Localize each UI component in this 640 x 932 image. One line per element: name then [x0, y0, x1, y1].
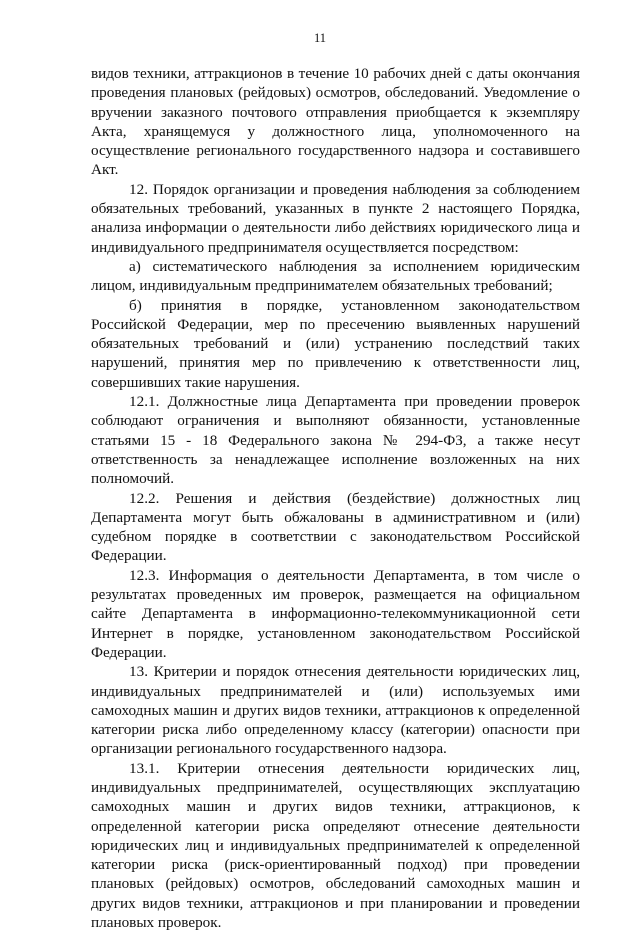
paragraph-continuation: видов техники, аттракционов в течение 10 рабочих дней с даты окончания проведения плановых (рейдовых) осмотров, обследований. Уведомление о вручении заказного почтового отправления приобщается к экземпляру Акта, хранящемуся у должностного лица, уполномоченного на осуществление регионального государственного надзора и составившего Акт. — [91, 65, 580, 179]
paragraph-12-1: 12.1. Должностные лица Департамента при проведении проверок соблюдают ограничения и выполняют обязанности, установленные статьями 15 - 18 Федерального закона № 294-ФЗ, а также несут ответственность за ненадлежащее исполнение возложенных на них полномочий. — [91, 393, 580, 488]
paragraph-13-1: 13.1. Критерии отнесения деятельности юридических лиц, индивидуальных предпринимателей, осуществляющих эксплуатацию самоходных машин и других видов техники, аттракционов, к определенной категории риска определяют отнесение деятельности юридических лиц и индивидуальных предпринимателей к определенной категории риска (риск-ориентированный подход) при проведении плановых (рейдовых) осмотров, обследований самоходных машин и других видов техники, аттракционов и при планировании и проведении плановых проверок. — [91, 759, 580, 932]
paragraph-12-2: 12.2. Решения и действия (бездействие) должностных лиц Департамента могут быть обжалованы в административном и (или) судебном порядке в соответствии с законодательством Российской Федерации. — [91, 489, 580, 565]
paragraph-12-a: а) систематического наблюдения за исполнением юридическим лицом, индивидуальным предпринимателем обязательных требований; — [91, 257, 580, 295]
paragraph-12: 12. Порядок организации и проведения наблюдения за соблюдением обязательных требований, указанных в пункте 2 настоящего Порядка, анализа информации о деятельности либо действиях юридического лица и индивидуального предпринимателя осуществляется посредством: — [91, 180, 580, 256]
page-number: 11 — [313, 31, 327, 45]
paragraph-12-b: б) принятия в порядке, установленном законодательством Российской Федерации, мер по пресечению выявленных нарушений обязательных требований и (или) устранению последствий таких нарушений, принятия мер по привлечению к ответственности лиц, совершивших такие нарушения. — [91, 296, 580, 391]
paragraph-13: 13. Критерии и порядок отнесения деятельности юридических лиц, индивидуальных предпринимателей и (или) используемых ими самоходных машин и других видов техники, аттракционов к определенной категории риска либо определенному классу (категории) опасности при организации регионального государственного надзора. — [91, 663, 580, 758]
paragraph-12-3: 12.3. Информация о деятельности Департамента, в том числе о результатах проведенных им проверок, размещается на официальном сайте Департамента в информационно-телекоммуникационной сети Интернет в порядке, установленном законодательством Российской Федерации. — [91, 566, 580, 661]
document-body — [91, 64, 580, 932]
